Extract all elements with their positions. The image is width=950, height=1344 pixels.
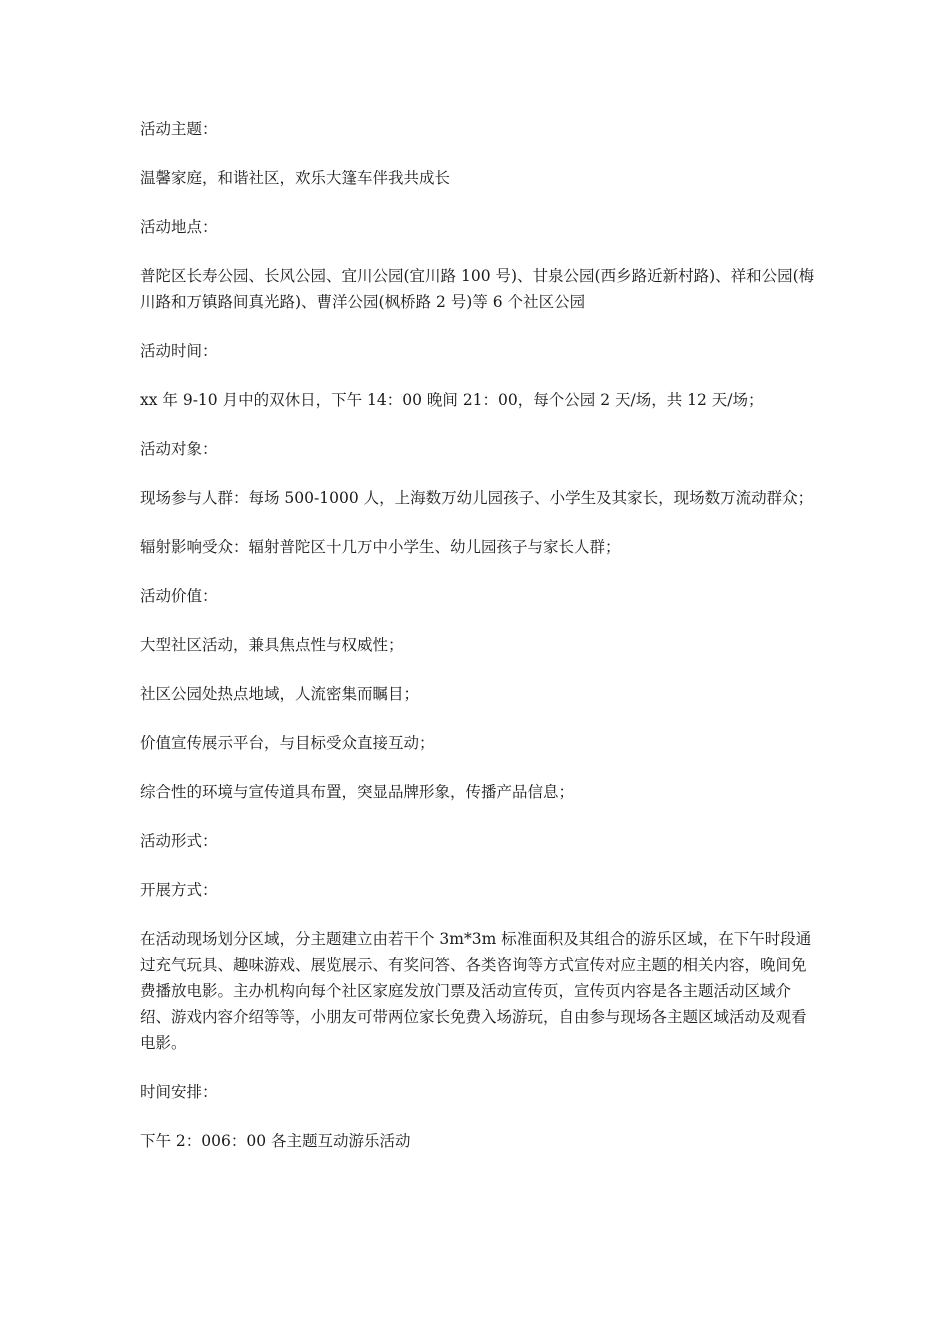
theme-text: 温馨家庭，和谐社区，欢乐大篷车伴我共成长 xyxy=(140,169,451,187)
method-text: 在活动现场划分区域，分主题建立由若干个 3m*3m 标准面积及其组合的游乐区域，在下午时段通过充气玩具、趣味游戏、展览展示、有奖问答、各类咨询等方式宣传对应主题的相关内容，晚间免费播放电影。主办机构向每个社区家庭发放门票及活动宣传页，宣传页内容是各主题活动区域介绍、游戏内容介绍等等，小朋友可带两位家长免费入场游玩，自由参与现场各主题区域活动及观看电影。 xyxy=(140,930,812,1052)
value-item-1: 大型社区活动，兼具焦点性与权威性； xyxy=(140,636,404,654)
value-item-4: 综合性的环境与宣传道具布置，突显品牌形象，传播产品信息； xyxy=(140,783,575,801)
audience-onsite-text: 现场参与人群：每场 500-1000 人，上海数万幼儿园孩子、小学生及其家长，现场数万流动群众； xyxy=(140,489,814,507)
value-item-3: 价值宣传展示平台，与目标受众直接互动； xyxy=(140,734,435,752)
heading-method: 开展方式： xyxy=(140,881,218,899)
time-text: xx 年 9-10 月中的双休日，下午 14：00 晚间 21：00，每个公园 2 天/场，共 12 天/场； xyxy=(140,391,764,409)
heading-schedule: 时间安排： xyxy=(140,1083,218,1101)
value-item-2: 社区公园处热点地域，人流密集而瞩目； xyxy=(140,685,420,703)
document-body xyxy=(140,116,820,1177)
heading-theme: 活动主题： xyxy=(140,120,218,138)
location-text: 普陀区长寿公园、长风公园、宜川公园(宜川路 100 号)、甘泉公园(西乡路近新村路)、祥和公园(梅川路和万镇路间真光路)、曹洋公园(枫桥路 2 号)等 6 个社区公园 xyxy=(140,267,815,311)
heading-audience: 活动对象： xyxy=(140,440,218,458)
heading-time: 活动时间： xyxy=(140,342,218,360)
heading-location: 活动地点： xyxy=(140,218,218,236)
audience-reach-text: 辐射影响受众：辐射普陀区十几万中小学生、幼儿园孩子与家长人群； xyxy=(140,538,621,556)
heading-value: 活动价值： xyxy=(140,587,218,605)
heading-format: 活动形式： xyxy=(140,832,218,850)
schedule-item-1: 下午 2：006：00 各主题互动游乐活动 xyxy=(140,1132,411,1150)
